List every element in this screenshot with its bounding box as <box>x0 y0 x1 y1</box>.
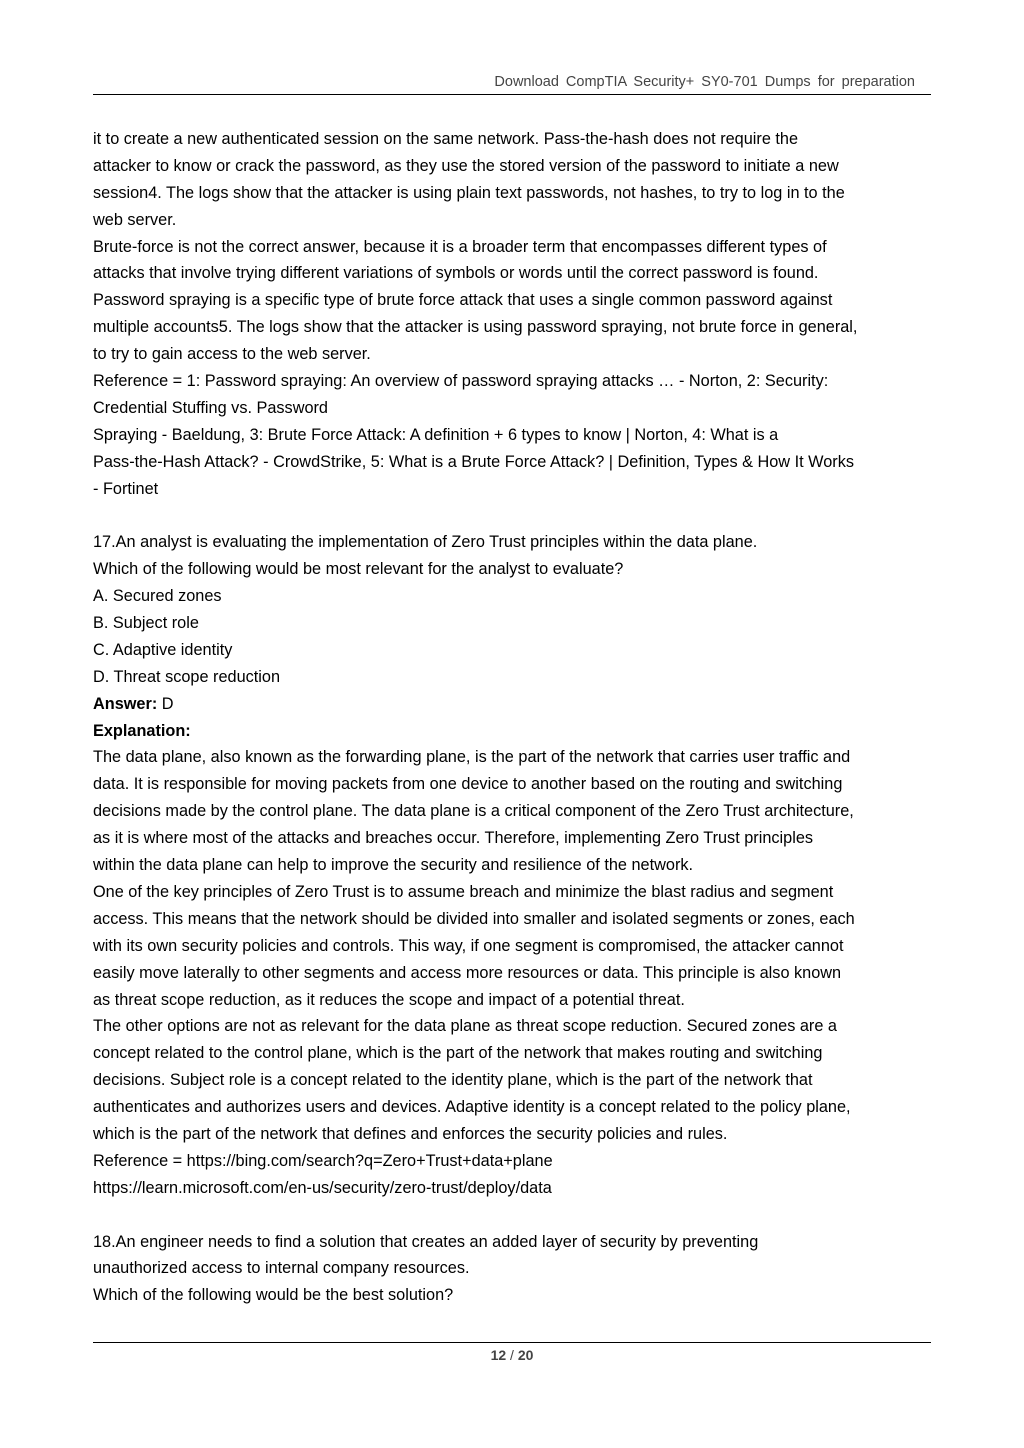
question-text: 18.An engineer needs to find a solution that creates an added layer of security by preventing <box>93 1232 759 1251</box>
current-page: 12 <box>490 1347 507 1363</box>
question-text: unauthorized access to internal company resources. <box>93 1259 470 1278</box>
total-pages: 20 <box>517 1347 534 1363</box>
option-c: C. Adaptive identity <box>93 640 233 659</box>
text-line: - Fortinet <box>93 479 159 498</box>
text-line: access. This means that the network should be divided into smaller and isolated segments or zones, each <box>93 909 855 928</box>
spacer <box>93 502 943 529</box>
option-d: D. Threat scope reduction <box>93 667 281 686</box>
text-line: web server. <box>93 210 177 229</box>
text-line: to try to gain access to the web server. <box>93 345 371 364</box>
footer-divider <box>93 1342 931 1343</box>
question-text: Which of the following would be the best solution? <box>93 1286 454 1305</box>
option-a: A. Secured zones <box>93 587 222 606</box>
text-line: Spraying - Baeldung, 3: Brute Force Attack: A definition + 6 types to know | Norton, 4: What is a <box>93 425 779 444</box>
reference-line: Reference = https://bing.com/search?q=Zero+Trust+data+plane <box>93 1151 553 1170</box>
answer-value: D <box>157 694 174 713</box>
answer-line <box>93 691 943 718</box>
question-text: 17.An analyst is evaluating the implementation of Zero Trust principles within the data plane. <box>93 533 758 552</box>
option-b: B. Subject role <box>93 614 199 633</box>
text-line: which is the part of the network that defines and enforces the security policies and rules. <box>93 1124 728 1143</box>
document-body <box>93 126 943 1309</box>
page-header <box>93 72 931 95</box>
reference-url: https://learn.microsoft.com/en-us/security/zero-trust/deploy/data <box>93 1178 552 1197</box>
text-line: data. It is responsible for moving packets from one device to another based on the routing and switching <box>93 775 843 794</box>
text-line: with its own security policies and controls. This way, if one segment is compromised, the attacker cannot <box>93 936 844 955</box>
question-17 <box>93 529 943 1201</box>
text-line: decisions. Subject role is a concept related to the identity plane, which is the part of the network that <box>93 1071 813 1090</box>
page-separator: / <box>510 1347 514 1363</box>
answer-label: Answer: <box>93 694 158 713</box>
explanation-label: Explanation: <box>93 721 191 740</box>
text-line: attacks that involve trying different variations of symbols or words until the correct password is found. <box>93 264 819 283</box>
text-line: The other options are not as relevant for the data plane as threat scope reduction. Secured zones are a <box>93 1017 837 1036</box>
text-line: Credential Stuffing vs. Password <box>93 398 328 417</box>
text-line: decisions made by the control plane. The data plane is a critical component of the Zero Trust architecture, <box>93 802 854 821</box>
question-18 <box>93 1229 943 1310</box>
text-line: authenticates and authorizes users and devices. Adaptive identity is a concept related to the policy plane, <box>93 1098 851 1117</box>
page-number <box>0 1347 1024 1363</box>
text-line: as it is where most of the attacks and breaches occur. Therefore, implementing Zero Trust principles <box>93 829 814 848</box>
text-line: Password spraying is a specific type of brute force attack that uses a single common password against <box>93 291 833 310</box>
text-line: it to create a new authenticated session on the same network. Pass-the-hash does not require the <box>93 130 799 148</box>
text-line: One of the key principles of Zero Trust is to assume breach and minimize the blast radius and segment <box>93 882 834 901</box>
text-line: attacker to know or crack the password, as they use the stored version of the password to initiate a new <box>93 156 839 175</box>
text-line: easily move laterally to other segments and access more resources or data. This principle is also known <box>93 963 842 982</box>
text-line: Brute-force is not the correct answer, because it is a broader term that encompasses different types of <box>93 237 827 256</box>
text-line: session4. The logs show that the attacker is using plain text passwords, not hashes, to try to log in to the <box>93 183 845 202</box>
text-line: Pass-the-Hash Attack? - CrowdStrike, 5: What is a Brute Force Attack? | Definition, Types & How It Works <box>93 452 854 471</box>
text-line: as threat scope reduction, as it reduces the scope and impact of a potential threat. <box>93 990 685 1009</box>
text-line: Reference = 1: Password spraying: An overview of password spraying attacks … - Norton, 2: Security: <box>93 372 829 391</box>
text-line: within the data plane can help to improve the security and resilience of the network. <box>93 856 694 875</box>
spacer <box>93 1202 943 1229</box>
intro-paragraphs <box>93 126 943 502</box>
text-line: The data plane, also known as the forwarding plane, is the part of the network that carries user traffic and <box>93 748 851 767</box>
header-title: Download CompTIA Security+ SY0-701 Dumps for preparation <box>494 74 915 90</box>
text-line: concept related to the control plane, which is the part of the network that makes routing and switching <box>93 1044 823 1063</box>
question-text: Which of the following would be most relevant for the analyst to evaluate? <box>93 560 624 579</box>
text-line: multiple accounts5. The logs show that the attacker is using password spraying, not brute force in general, <box>93 318 858 337</box>
